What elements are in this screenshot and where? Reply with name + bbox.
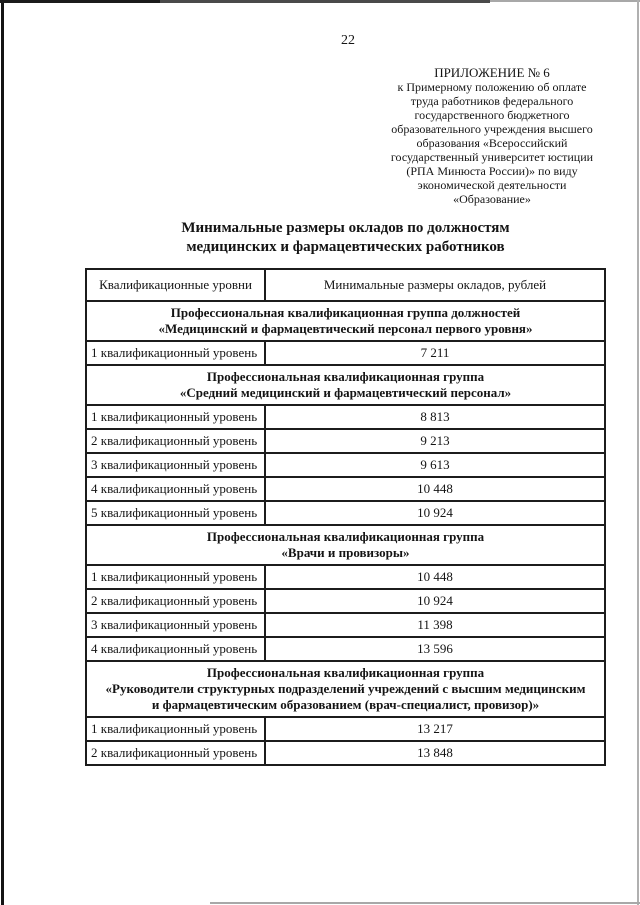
group-heading-line: «Медицинский и фармацевтический персонал первого уровня» [158,321,533,336]
document-title-line: медицинских и фармацевтических работников [186,239,505,255]
qualification-level-cell: 1 квалификационный уровень [86,565,265,589]
salary-value-cell: 10 924 [265,501,605,525]
table-row [86,589,605,613]
document-title-line: Минимальные размеры окладов по должностям [181,220,510,236]
salary-value-cell: 10 924 [265,589,605,613]
qualification-level-cell: 2 квалификационный уровень [86,589,265,613]
table-row [86,453,605,477]
table-row [86,565,605,589]
group-heading-row [86,661,605,717]
salary-value-cell: 11 398 [265,613,605,637]
group-heading-line: «Руководители структурных подразделений учреждений с высшим медицинским [105,681,586,696]
qualification-level-cell: 1 квалификационный уровень [86,341,265,365]
qualification-level-cell: 1 квалификационный уровень [86,717,265,741]
appendix-line: «Образование» [453,192,531,206]
qualification-level-cell: 4 квалификационный уровень [86,637,265,661]
appendix-line: образовательного учреждения высшего [391,122,593,136]
appendix-line: труда работников федерального [410,94,574,108]
qualification-level-cell: 1 квалификационный уровень [86,405,265,429]
group-heading-line: Профессиональная квалификационная группа должностей [170,305,521,320]
salary-value-cell: 9 613 [265,453,605,477]
table-row [86,405,605,429]
qualification-level-cell: 4 квалификационный уровень [86,477,265,501]
scan-edge-left [1,0,4,905]
salary-value-cell: 10 448 [265,477,605,501]
table-row [86,429,605,453]
table-row [86,477,605,501]
column-header-salaries: Минимальные размеры окладов, рублей [265,269,605,301]
group-heading-line: Профессиональная квалификационная группа [206,665,485,680]
scan-edge-bottom [210,902,640,904]
appendix-line: государственного бюджетного [414,108,570,122]
table-row [86,341,605,365]
group-heading-cell [86,301,605,341]
appendix-line: государственный университет юстиции [390,150,594,164]
table-row [86,717,605,741]
group-heading-line: Профессиональная квалификационная группа [206,369,485,384]
salary-value-cell: 8 813 [265,405,605,429]
salary-value-cell: 13 217 [265,717,605,741]
appendix-block [372,66,612,206]
qualification-level-cell: 3 квалификационный уровень [86,453,265,477]
document-title [85,219,606,257]
group-heading-line: Профессиональная квалификационная группа [206,529,485,544]
table-row [86,501,605,525]
group-heading-row [86,301,605,341]
qualification-level-cell: 3 квалификационный уровень [86,613,265,637]
appendix-line: экономической деятельности [417,178,567,192]
group-heading-line: и фармацевтическим образованием (врач-специалист, провизор)» [151,697,540,712]
salary-value-cell: 13 848 [265,741,605,765]
table-row [86,741,605,765]
appendix-line: (РПА Минюста России)» по виду [406,164,578,178]
group-heading-cell [86,661,605,717]
appendix-line: к Примерному положению об оплате [397,80,587,94]
scan-edge-right [637,0,639,905]
group-heading-row [86,365,605,405]
scan-edge-top-light [490,0,640,2]
scan-edge-top-dark [0,0,160,3]
salary-value-cell: 13 596 [265,637,605,661]
qualification-level-cell: 2 квалификационный уровень [86,741,265,765]
group-heading-line: «Врачи и провизоры» [281,545,410,560]
table-row [86,613,605,637]
salary-value-cell: 9 213 [265,429,605,453]
column-header-levels: Квалификационные уровни [86,269,265,301]
qualification-level-cell: 2 квалификационный уровень [86,429,265,453]
appendix-line: образования «Всероссийский [416,136,568,150]
appendix-title: ПРИЛОЖЕНИЕ № 6 [434,65,550,80]
salary-value-cell: 7 211 [265,341,605,365]
group-heading-cell [86,365,605,405]
group-heading-cell [86,525,605,565]
salary-value-cell: 10 448 [265,565,605,589]
qualification-level-cell: 5 квалификационный уровень [86,501,265,525]
page-number: 22 [341,33,355,48]
scan-edge-top-mid [160,0,490,3]
group-heading-row [86,525,605,565]
group-heading-line: «Средний медицинский и фармацевтический персонал» [179,385,512,400]
table-row [86,637,605,661]
salary-table [85,268,606,766]
table-header-row [86,269,605,301]
